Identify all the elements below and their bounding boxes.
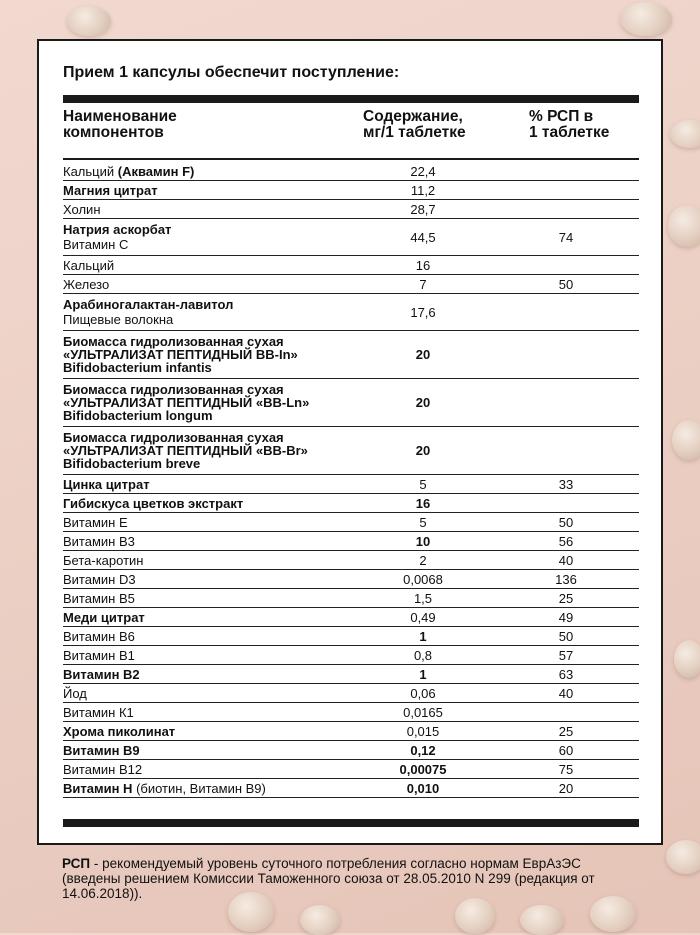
component-content: 28,7 <box>353 200 493 219</box>
component-name-part: «УЛЬТРАЛИЗАТ ПЕПТИДНЫЙ «ВВ-Ln» <box>63 395 310 410</box>
component-name <box>63 532 353 551</box>
tablet-decoration <box>300 905 340 935</box>
component-name-part: Витамин В12 <box>63 761 143 777</box>
component-name-line <box>63 572 353 587</box>
table-row <box>63 494 639 513</box>
footnote <box>62 856 642 901</box>
table-row <box>63 551 639 570</box>
component-rsp-percent <box>493 427 639 475</box>
table-row <box>63 703 639 722</box>
component-name-part: Железо <box>63 276 110 292</box>
component-rsp-percent: 57 <box>493 646 639 665</box>
component-name-line <box>63 297 353 312</box>
component-name-line <box>63 496 353 511</box>
component-rsp-percent <box>493 703 639 722</box>
component-name-line <box>63 515 353 530</box>
composition-card <box>37 39 663 845</box>
component-name <box>63 722 353 741</box>
component-name-part: Биомасса гидролизованная сухая <box>63 382 284 397</box>
table-row <box>63 475 639 494</box>
table-row <box>63 589 639 608</box>
component-rsp-percent: 136 <box>493 570 639 589</box>
component-name <box>63 275 353 294</box>
component-name-line <box>63 648 353 663</box>
component-name-line <box>63 629 353 644</box>
header-rsp <box>529 109 609 141</box>
component-name-part: Витамин В1 <box>63 647 135 663</box>
component-name <box>63 256 353 275</box>
component-name-part: Хрома пиколинат <box>63 723 176 739</box>
component-name-part: Натрия аскорбат <box>63 222 172 237</box>
tablet-decoration <box>520 905 564 935</box>
header-content-line: мг/1 таблетке <box>363 124 466 141</box>
component-name <box>63 570 353 589</box>
component-name-part: Магния цитрат <box>63 182 158 198</box>
component-name <box>63 200 353 219</box>
footnote-term: РСП <box>62 856 91 871</box>
component-name <box>63 494 353 513</box>
tablet-decoration <box>455 898 495 934</box>
component-name-part: Витамин К1 <box>63 704 134 720</box>
component-name-line <box>63 183 353 198</box>
component-name-part: Витамин В3 <box>63 533 135 549</box>
header-components-line: компонентов <box>63 124 164 141</box>
component-content: 0,06 <box>353 684 493 703</box>
component-name <box>63 475 353 494</box>
component-name <box>63 331 353 379</box>
tablet-decoration <box>674 640 700 678</box>
component-rsp-percent: 56 <box>493 532 639 551</box>
component-name-part: Витамин В6 <box>63 628 135 644</box>
component-content: 7 <box>353 275 493 294</box>
component-name-part: Кальций <box>63 257 115 273</box>
tablet-decoration <box>620 2 672 36</box>
component-name-part: (Аквамин F) <box>117 163 195 179</box>
component-rsp-percent <box>493 331 639 379</box>
component-rsp-percent <box>493 256 639 275</box>
component-name <box>63 760 353 779</box>
component-content: 0,0068 <box>353 570 493 589</box>
component-name-part: «УЛЬТРАЛИЗАТ ПЕПТИДНЫЙ ВВ-In» <box>63 347 298 362</box>
component-name-part: Bifidobacterium infantis <box>63 360 212 375</box>
component-name-line <box>63 361 353 374</box>
component-content: 5 <box>353 513 493 532</box>
component-name-line <box>63 610 353 625</box>
footnote-text: - рекомендуемый уровень суточного потребления согласно нормам ЕврАзЭС (введены решением Комиссии Таможенного союза от 28.05.2010 N 299 (редакция от 14.06.2018)). <box>62 856 595 901</box>
composition-table <box>63 162 639 798</box>
component-content: 0,12 <box>353 741 493 760</box>
component-name <box>63 608 353 627</box>
table-row <box>63 779 639 798</box>
component-name-part: Витамин С <box>63 237 129 252</box>
component-content: 44,5 <box>353 219 493 256</box>
component-name-part: Витамин В9 <box>63 742 140 758</box>
component-content: 1 <box>353 627 493 646</box>
tablet-decoration <box>668 205 700 247</box>
component-content: 20 <box>353 427 493 475</box>
component-rsp-percent: 63 <box>493 665 639 684</box>
component-content: 1,5 <box>353 589 493 608</box>
table-row <box>63 741 639 760</box>
component-name-line <box>63 667 353 682</box>
component-content: 0,00075 <box>353 760 493 779</box>
component-content: 5 <box>353 475 493 494</box>
component-name-part: Bifidobacterium longum <box>63 408 213 423</box>
table-row <box>63 200 639 219</box>
component-name <box>63 665 353 684</box>
table-row <box>63 665 639 684</box>
header-components <box>63 109 177 141</box>
component-rsp-percent: 40 <box>493 684 639 703</box>
header-content-line: Содержание, <box>363 108 463 125</box>
component-name <box>63 551 353 570</box>
component-name-part: Гибискуса цветков экстракт <box>63 495 244 511</box>
component-rsp-percent <box>493 494 639 513</box>
component-name <box>63 741 353 760</box>
table-row <box>63 722 639 741</box>
component-name <box>63 779 353 798</box>
component-name-line <box>63 762 353 777</box>
component-content: 1 <box>353 665 493 684</box>
component-name-part: Арабиногалактан-лавитол <box>63 297 234 312</box>
component-content: 0,010 <box>353 779 493 798</box>
tablet-decoration <box>670 120 700 148</box>
header-rsp-line: % РСП в <box>529 108 594 125</box>
table-row <box>63 627 639 646</box>
component-rsp-percent: 75 <box>493 760 639 779</box>
component-name-line <box>63 705 353 720</box>
tablet-decoration <box>672 420 700 460</box>
tablet-decoration <box>666 840 700 874</box>
component-content: 20 <box>353 379 493 427</box>
table-row <box>63 256 639 275</box>
table-row <box>63 427 639 475</box>
component-name-part: Холин <box>63 201 101 217</box>
table-row <box>63 608 639 627</box>
component-rsp-percent: 74 <box>493 219 639 256</box>
component-content: 0,015 <box>353 722 493 741</box>
component-name <box>63 379 353 427</box>
component-name-line <box>63 277 353 292</box>
component-content: 17,6 <box>353 294 493 331</box>
component-content: 10 <box>353 532 493 551</box>
component-name-line <box>63 237 353 252</box>
top-rule <box>63 95 639 103</box>
table-row <box>63 219 639 256</box>
component-name-part: Йод <box>63 685 87 701</box>
component-name <box>63 219 353 256</box>
component-content: 2 <box>353 551 493 570</box>
component-name-line <box>63 312 353 327</box>
table-row <box>63 684 639 703</box>
component-name-part: Пищевые волокна <box>63 312 174 327</box>
component-content: 22,4 <box>353 162 493 181</box>
component-rsp-percent <box>493 379 639 427</box>
component-name-part: Кальций <box>63 163 118 179</box>
component-rsp-percent: 50 <box>493 513 639 532</box>
component-name-line <box>63 743 353 758</box>
table-row <box>63 379 639 427</box>
component-name <box>63 646 353 665</box>
component-name-line <box>63 164 353 179</box>
component-rsp-percent: 50 <box>493 275 639 294</box>
component-name-part: «УЛЬТРАЛИЗАТ ПЕПТИДНЫЙ «ВВ-Br» <box>63 443 308 458</box>
table-row <box>63 162 639 181</box>
component-name-line <box>63 457 353 470</box>
table-row <box>63 570 639 589</box>
bottom-rule <box>63 819 639 827</box>
table-row <box>63 760 639 779</box>
component-rsp-percent: 50 <box>493 627 639 646</box>
component-name <box>63 684 353 703</box>
header-components-line: Наименование <box>63 108 177 125</box>
component-name <box>63 427 353 475</box>
component-name-part: Бета-каротин <box>63 552 144 568</box>
component-name-part: Витамин В2 <box>63 666 140 682</box>
component-name-part: Биомасса гидролизованная сухая <box>63 334 284 349</box>
component-name-part: Витамин Е <box>63 514 128 530</box>
component-content: 11,2 <box>353 181 493 200</box>
component-name <box>63 703 353 722</box>
component-rsp-percent: 33 <box>493 475 639 494</box>
component-name-part: Меди цитрат <box>63 609 145 625</box>
header-rsp-line: 1 таблетке <box>529 124 610 141</box>
component-name-line <box>63 781 353 796</box>
component-name-part: Bifidobacterium breve <box>63 456 201 471</box>
component-rsp-percent: 25 <box>493 722 639 741</box>
component-name <box>63 589 353 608</box>
component-rsp-percent <box>493 181 639 200</box>
table-row <box>63 294 639 331</box>
tablet-decoration <box>67 6 111 36</box>
component-rsp-percent: 40 <box>493 551 639 570</box>
table-row <box>63 181 639 200</box>
table-row <box>63 513 639 532</box>
component-name-part: Витамин Н <box>63 780 137 796</box>
table-row <box>63 646 639 665</box>
component-name-line <box>63 409 353 422</box>
component-name-line <box>63 477 353 492</box>
component-rsp-percent <box>493 162 639 181</box>
component-name <box>63 627 353 646</box>
tablet-decoration <box>590 896 636 932</box>
component-rsp-percent: 49 <box>493 608 639 627</box>
table-row <box>63 275 639 294</box>
component-content: 0,0165 <box>353 703 493 722</box>
component-name <box>63 181 353 200</box>
component-rsp-percent: 25 <box>493 589 639 608</box>
component-rsp-percent <box>493 294 639 331</box>
component-name-part: Биомасса гидролизованная сухая <box>63 430 284 445</box>
header-rule <box>63 158 639 160</box>
component-name-line <box>63 591 353 606</box>
component-content: 16 <box>353 256 493 275</box>
card-title: Прием 1 капсулы обеспечит поступление: <box>63 64 400 81</box>
component-name <box>63 162 353 181</box>
component-name-part: (биотин, Витамин В9) <box>136 780 266 796</box>
component-name-line <box>63 724 353 739</box>
component-content: 20 <box>353 331 493 379</box>
component-content: 16 <box>353 494 493 513</box>
component-rsp-percent <box>493 200 639 219</box>
component-name-line <box>63 222 353 237</box>
component-name-line <box>63 534 353 549</box>
header-content <box>363 109 466 141</box>
component-name-part: Витамин В5 <box>63 590 135 606</box>
component-content: 0,8 <box>353 646 493 665</box>
component-name-line <box>63 202 353 217</box>
component-rsp-percent: 60 <box>493 741 639 760</box>
table-row <box>63 532 639 551</box>
component-name <box>63 294 353 331</box>
table-row <box>63 331 639 379</box>
component-name-line <box>63 258 353 273</box>
component-name-line <box>63 553 353 568</box>
component-rsp-percent: 20 <box>493 779 639 798</box>
component-name-part: Витамин D3 <box>63 571 136 587</box>
component-name-line <box>63 686 353 701</box>
component-content: 0,49 <box>353 608 493 627</box>
component-name-part: Цинка цитрат <box>63 476 150 492</box>
component-name <box>63 513 353 532</box>
